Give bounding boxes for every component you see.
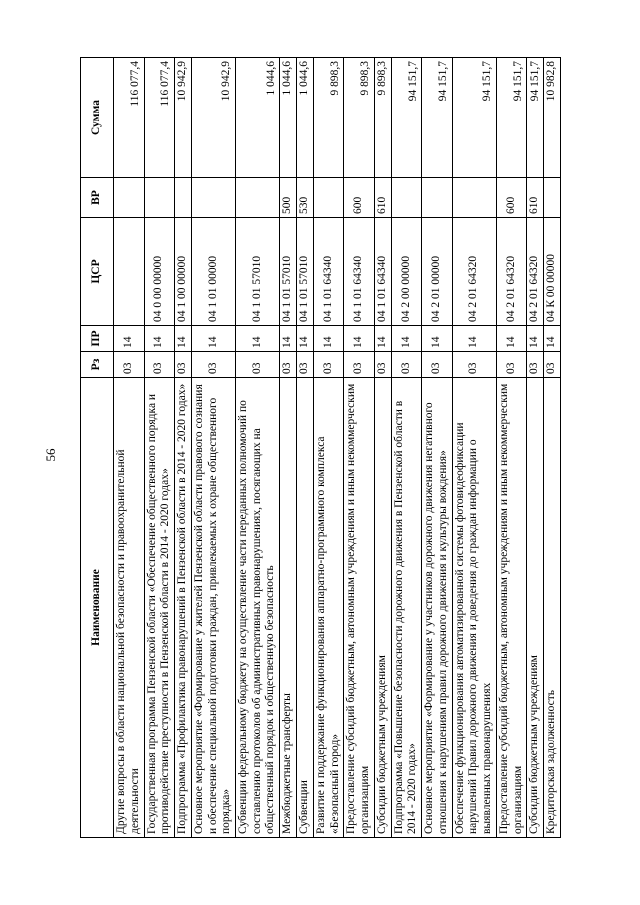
- table-row: [344, 58, 375, 838]
- cell-csr: 04 1 00 00000: [175, 218, 192, 326]
- cell-vr: [144, 178, 175, 218]
- cell-pr: 14: [144, 326, 175, 352]
- cell-csr: 04 2 00 00000: [391, 218, 422, 326]
- cell-csr: [114, 218, 145, 326]
- cell-rz: 03: [544, 352, 561, 378]
- header-row: [81, 58, 114, 838]
- cell-vr: 500: [280, 178, 297, 218]
- cell-sum: 1 044,6: [236, 58, 280, 178]
- table-row: [374, 58, 391, 838]
- cell-sum: 116 077,4: [144, 58, 175, 178]
- cell-vr: [544, 178, 561, 218]
- cell-pr: 14: [391, 326, 422, 352]
- cell-pr: 14: [297, 326, 314, 352]
- cell-rz: 03: [422, 352, 453, 378]
- cell-name: Другие вопросы в области национальной безопасности и правоохранительной деятельности: [114, 378, 145, 838]
- cell-rz: 03: [313, 352, 344, 378]
- cell-sum: 94 151,7: [391, 58, 422, 178]
- cell-pr: 14: [496, 326, 527, 352]
- cell-sum: 9 898,3: [374, 58, 391, 178]
- cell-rz: 03: [374, 352, 391, 378]
- cell-csr: 04 1 01 64340: [313, 218, 344, 326]
- cell-vr: [452, 178, 496, 218]
- cell-sum: 116 077,4: [114, 58, 145, 178]
- table-row: [496, 58, 527, 838]
- cell-name: Государственная программа Пензенской области «Обеспечение общественного порядка и противодействие преступности в Пензенской области в 2014 - 2020 годах»: [144, 378, 175, 838]
- cell-csr: 04 1 01 00000: [191, 218, 235, 326]
- table-row: [527, 58, 544, 838]
- cell-vr: [236, 178, 280, 218]
- cell-sum: 1 044,6: [280, 58, 297, 178]
- cell-name: Основное мероприятие «Формирование у жителей Пензенской области правового сознания и обеспечение специальной подготовки граждан, привлекаемых к охране общественного порядка»: [191, 378, 235, 838]
- cell-vr: 600: [496, 178, 527, 218]
- cell-name: Субвенции: [297, 378, 314, 838]
- col-header-vr: ВР: [81, 178, 114, 218]
- cell-rz: 03: [236, 352, 280, 378]
- cell-csr: 04 2 01 00000: [422, 218, 453, 326]
- cell-pr: 14: [114, 326, 145, 352]
- cell-name: Субсидии бюджетным учреждениям: [374, 378, 391, 838]
- cell-rz: 03: [452, 352, 496, 378]
- table-row: [280, 58, 297, 838]
- cell-name: Предоставление субсидий бюджетным, автономным учреждениям и иным некоммерческим организациям: [496, 378, 527, 838]
- cell-csr: 04 2 01 64320: [496, 218, 527, 326]
- col-header-rz: Рз: [81, 352, 114, 378]
- cell-rz: 03: [297, 352, 314, 378]
- cell-rz: 03: [175, 352, 192, 378]
- table-row: [422, 58, 453, 838]
- cell-name: Обеспечение функционирования автоматизированной системы фотовидеофиксации нарушений Правил дорожного движения и доведения до граждан информации о выявленных правонарушениях: [452, 378, 496, 838]
- cell-csr: 04 2 01 64320: [527, 218, 544, 326]
- cell-vr: [175, 178, 192, 218]
- cell-csr: 04 К 00 00000: [544, 218, 561, 326]
- col-header-name: Наименование: [81, 378, 114, 838]
- cell-vr: [114, 178, 145, 218]
- cell-sum: 9 898,3: [313, 58, 344, 178]
- table-row: [175, 58, 192, 838]
- cell-pr: 14: [527, 326, 544, 352]
- cell-rz: 03: [527, 352, 544, 378]
- cell-pr: 14: [175, 326, 192, 352]
- cell-sum: 1 044,6: [297, 58, 314, 178]
- cell-pr: 14: [422, 326, 453, 352]
- cell-vr: 530: [297, 178, 314, 218]
- cell-name: Основное мероприятие «Формирование у участников дорожного движения негативного отношения к нарушениям правил дорожного движения и культуры вождения»: [422, 378, 453, 838]
- cell-csr: 04 1 01 57010: [280, 218, 297, 326]
- col-header-pr: ПР: [81, 326, 114, 352]
- cell-pr: 14: [191, 326, 235, 352]
- cell-sum: 10 982,8: [544, 58, 561, 178]
- col-header-sum: Сумма: [81, 58, 114, 178]
- cell-vr: [313, 178, 344, 218]
- cell-vr: [391, 178, 422, 218]
- cell-sum: 9 898,3: [344, 58, 375, 178]
- cell-name: Межбюджетные трансферты: [280, 378, 297, 838]
- cell-pr: 14: [313, 326, 344, 352]
- cell-rz: 03: [280, 352, 297, 378]
- cell-sum: 94 151,7: [452, 58, 496, 178]
- cell-rz: 03: [344, 352, 375, 378]
- cell-name: Предоставление субсидий бюджетным, автономным учреждениям и иным некоммерческим организациям: [344, 378, 375, 838]
- table-row: [297, 58, 314, 838]
- cell-csr: 04 0 00 00000: [144, 218, 175, 326]
- cell-name: Субсидии бюджетным учреждениям: [527, 378, 544, 838]
- cell-csr: 04 1 01 57010: [236, 218, 280, 326]
- cell-pr: 14: [236, 326, 280, 352]
- cell-sum: 94 151,7: [422, 58, 453, 178]
- cell-name: Кредиторская задолженность: [544, 378, 561, 838]
- cell-pr: 14: [374, 326, 391, 352]
- cell-rz: 03: [391, 352, 422, 378]
- cell-sum: 94 151,7: [527, 58, 544, 178]
- col-header-csr: ЦСР: [81, 218, 114, 326]
- cell-pr: 14: [544, 326, 561, 352]
- cell-sum: 10 942,9: [175, 58, 192, 178]
- rotated-page: [80, 58, 561, 838]
- cell-pr: 14: [280, 326, 297, 352]
- table-row: [391, 58, 422, 838]
- cell-sum: 10 942,9: [191, 58, 235, 178]
- table-row: [144, 58, 175, 838]
- cell-pr: 14: [344, 326, 375, 352]
- cell-csr: 04 1 01 64340: [374, 218, 391, 326]
- cell-csr: 04 1 01 64340: [344, 218, 375, 326]
- table-row: [236, 58, 280, 838]
- table-row: [452, 58, 496, 838]
- table-row: [313, 58, 344, 838]
- cell-csr: 04 1 01 57010: [297, 218, 314, 326]
- budget-table: [80, 57, 561, 838]
- cell-rz: 03: [144, 352, 175, 378]
- cell-csr: 04 2 01 64320: [452, 218, 496, 326]
- cell-name: Подпрограмма «Профилактика правонарушений в Пензенской области в 2014 - 2020 годах»: [175, 378, 192, 838]
- table-row: [544, 58, 561, 838]
- cell-pr: 14: [452, 326, 496, 352]
- cell-rz: 03: [496, 352, 527, 378]
- page-number: 56: [43, 448, 58, 462]
- cell-vr: 610: [374, 178, 391, 218]
- cell-name: Подпрограмма «Повышение безопасности дорожного движения в Пензенской области в 2014 - 2020 годах»: [391, 378, 422, 838]
- cell-name: Развитие и поддержание функционирования аппаратно-программного комплекса «Безопасный город»: [313, 378, 344, 838]
- cell-vr: [422, 178, 453, 218]
- table-row: [114, 58, 145, 838]
- cell-sum: 94 151,7: [496, 58, 527, 178]
- cell-vr: 610: [527, 178, 544, 218]
- cell-rz: 03: [114, 352, 145, 378]
- cell-vr: [191, 178, 235, 218]
- cell-rz: 03: [191, 352, 235, 378]
- table-row: [191, 58, 235, 838]
- cell-name: Субвенции федеральному бюджету на осуществление части переданных полномочий по составлению протоколов об административных правонарушениях, посягающих на общественный порядок и общественную безопасность: [236, 378, 280, 838]
- cell-vr: 600: [344, 178, 375, 218]
